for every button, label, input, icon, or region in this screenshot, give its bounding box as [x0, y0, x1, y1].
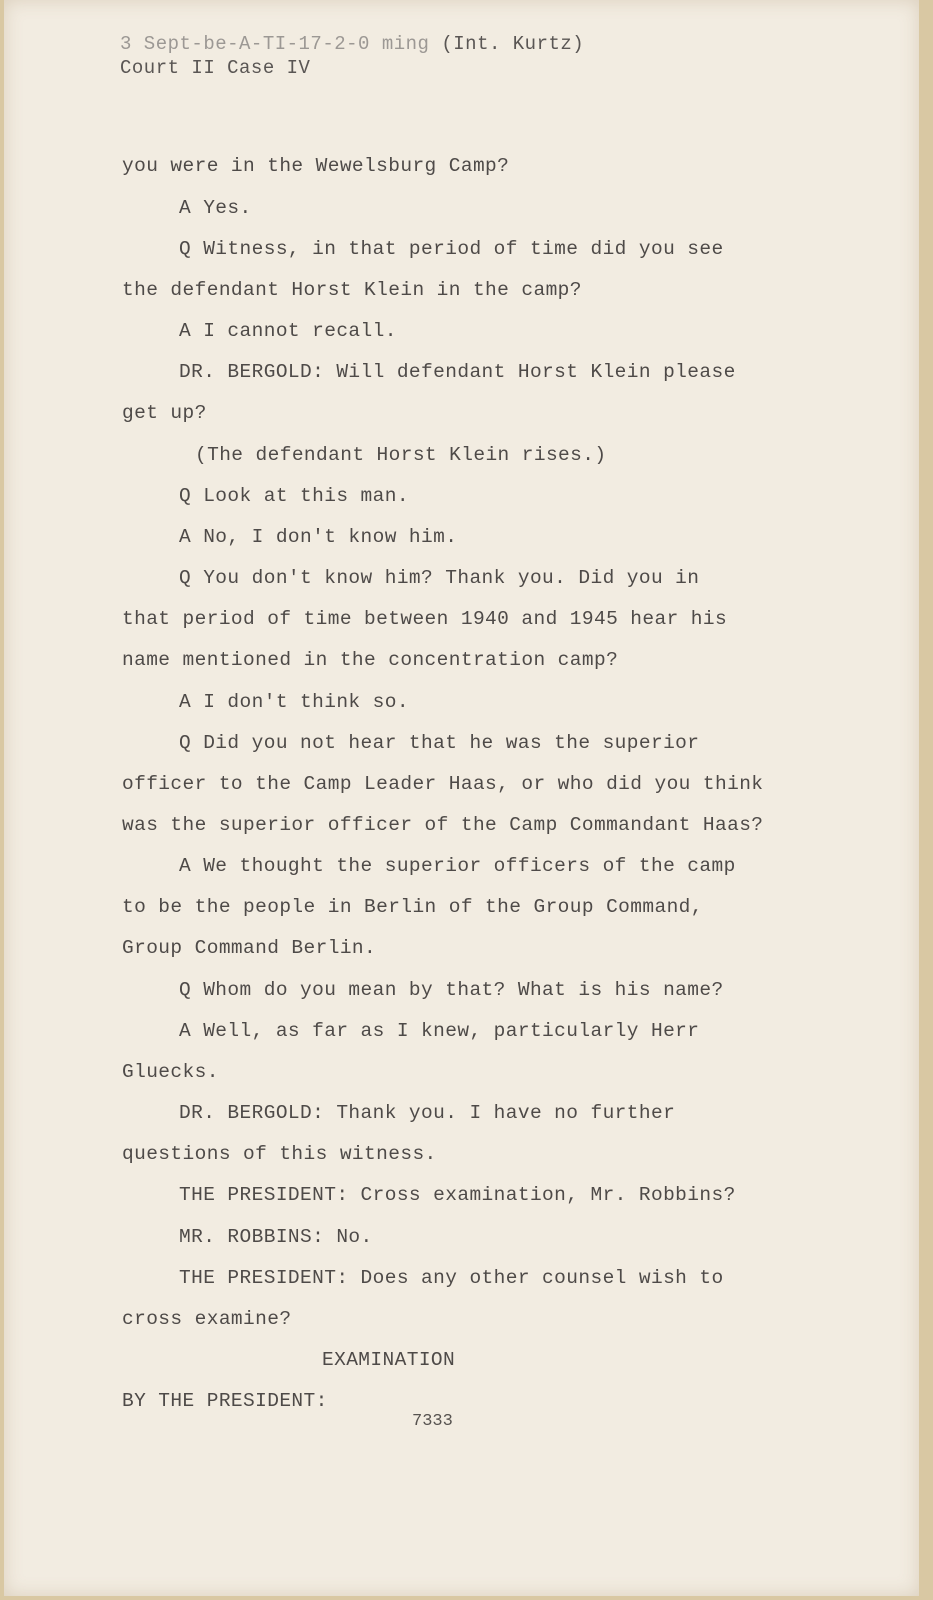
transcript-line: A I don't think so.	[179, 691, 409, 713]
transcript-line: MR. ROBBINS: No.	[179, 1226, 373, 1248]
transcript-line: A Yes.	[179, 197, 252, 219]
transcript-line: A I cannot recall.	[179, 320, 397, 342]
header-session-info: 3 Sept-be-A-TI-17-2-0 ming	[120, 33, 430, 55]
transcript-line: A Well, as far as I knew, particularly Herr	[179, 1020, 700, 1042]
transcript-line: THE PRESIDENT: Does any other counsel wish to	[179, 1267, 724, 1289]
transcript-line: DR. BERGOLD: Thank you. I have no further	[179, 1102, 676, 1124]
page-number: 7333	[412, 1412, 453, 1431]
transcript-line: questions of this witness.	[122, 1143, 437, 1165]
header-line-2: Court II Case IV	[120, 57, 311, 79]
transcript-line: cross examine?	[122, 1308, 292, 1330]
transcript-line: was the superior officer of the Camp Commandant Haas?	[122, 814, 764, 836]
transcript-line: Q Look at this man.	[179, 485, 409, 507]
transcript-line: get up?	[122, 402, 207, 424]
transcript-line: the defendant Horst Klein in the camp?	[122, 279, 582, 301]
transcript-line: BY THE PRESIDENT:	[122, 1390, 328, 1412]
transcript-line: Q Witness, in that period of time did you see	[179, 238, 724, 260]
page-header	[120, 32, 584, 80]
transcript-line: name mentioned in the concentration camp?	[122, 649, 619, 671]
transcript-line: Group Command Berlin.	[122, 937, 377, 959]
transcript-line: Gluecks.	[122, 1061, 219, 1083]
transcript-line: THE PRESIDENT: Cross examination, Mr. Robbins?	[179, 1184, 736, 1206]
transcript-line: to be the people in Berlin of the Group Command,	[122, 896, 703, 918]
header-interpreter: (Int. Kurtz)	[441, 33, 585, 55]
section-heading: EXAMINATION	[322, 1349, 456, 1371]
transcript-line: (The defendant Horst Klein rises.)	[195, 444, 607, 466]
header-line-1	[120, 32, 584, 56]
transcript-line: Q Whom do you mean by that? What is his name?	[179, 979, 724, 1001]
transcript-line: that period of time between 1940 and 1945 hear his	[122, 608, 728, 630]
transcript-line: A We thought the superior officers of the camp	[179, 855, 736, 877]
transcript-line: Q Did you not hear that he was the superior	[179, 732, 700, 754]
document-page	[4, 0, 919, 1596]
transcript-line: A No, I don't know him.	[179, 526, 458, 548]
transcript-line: you were in the Wewelsburg Camp?	[122, 155, 510, 177]
transcript-line: Q You don't know him? Thank you. Did you in	[179, 567, 700, 589]
transcript-line: officer to the Camp Leader Haas, or who did you think	[122, 773, 764, 795]
transcript-line: DR. BERGOLD: Will defendant Horst Klein please	[179, 361, 736, 383]
